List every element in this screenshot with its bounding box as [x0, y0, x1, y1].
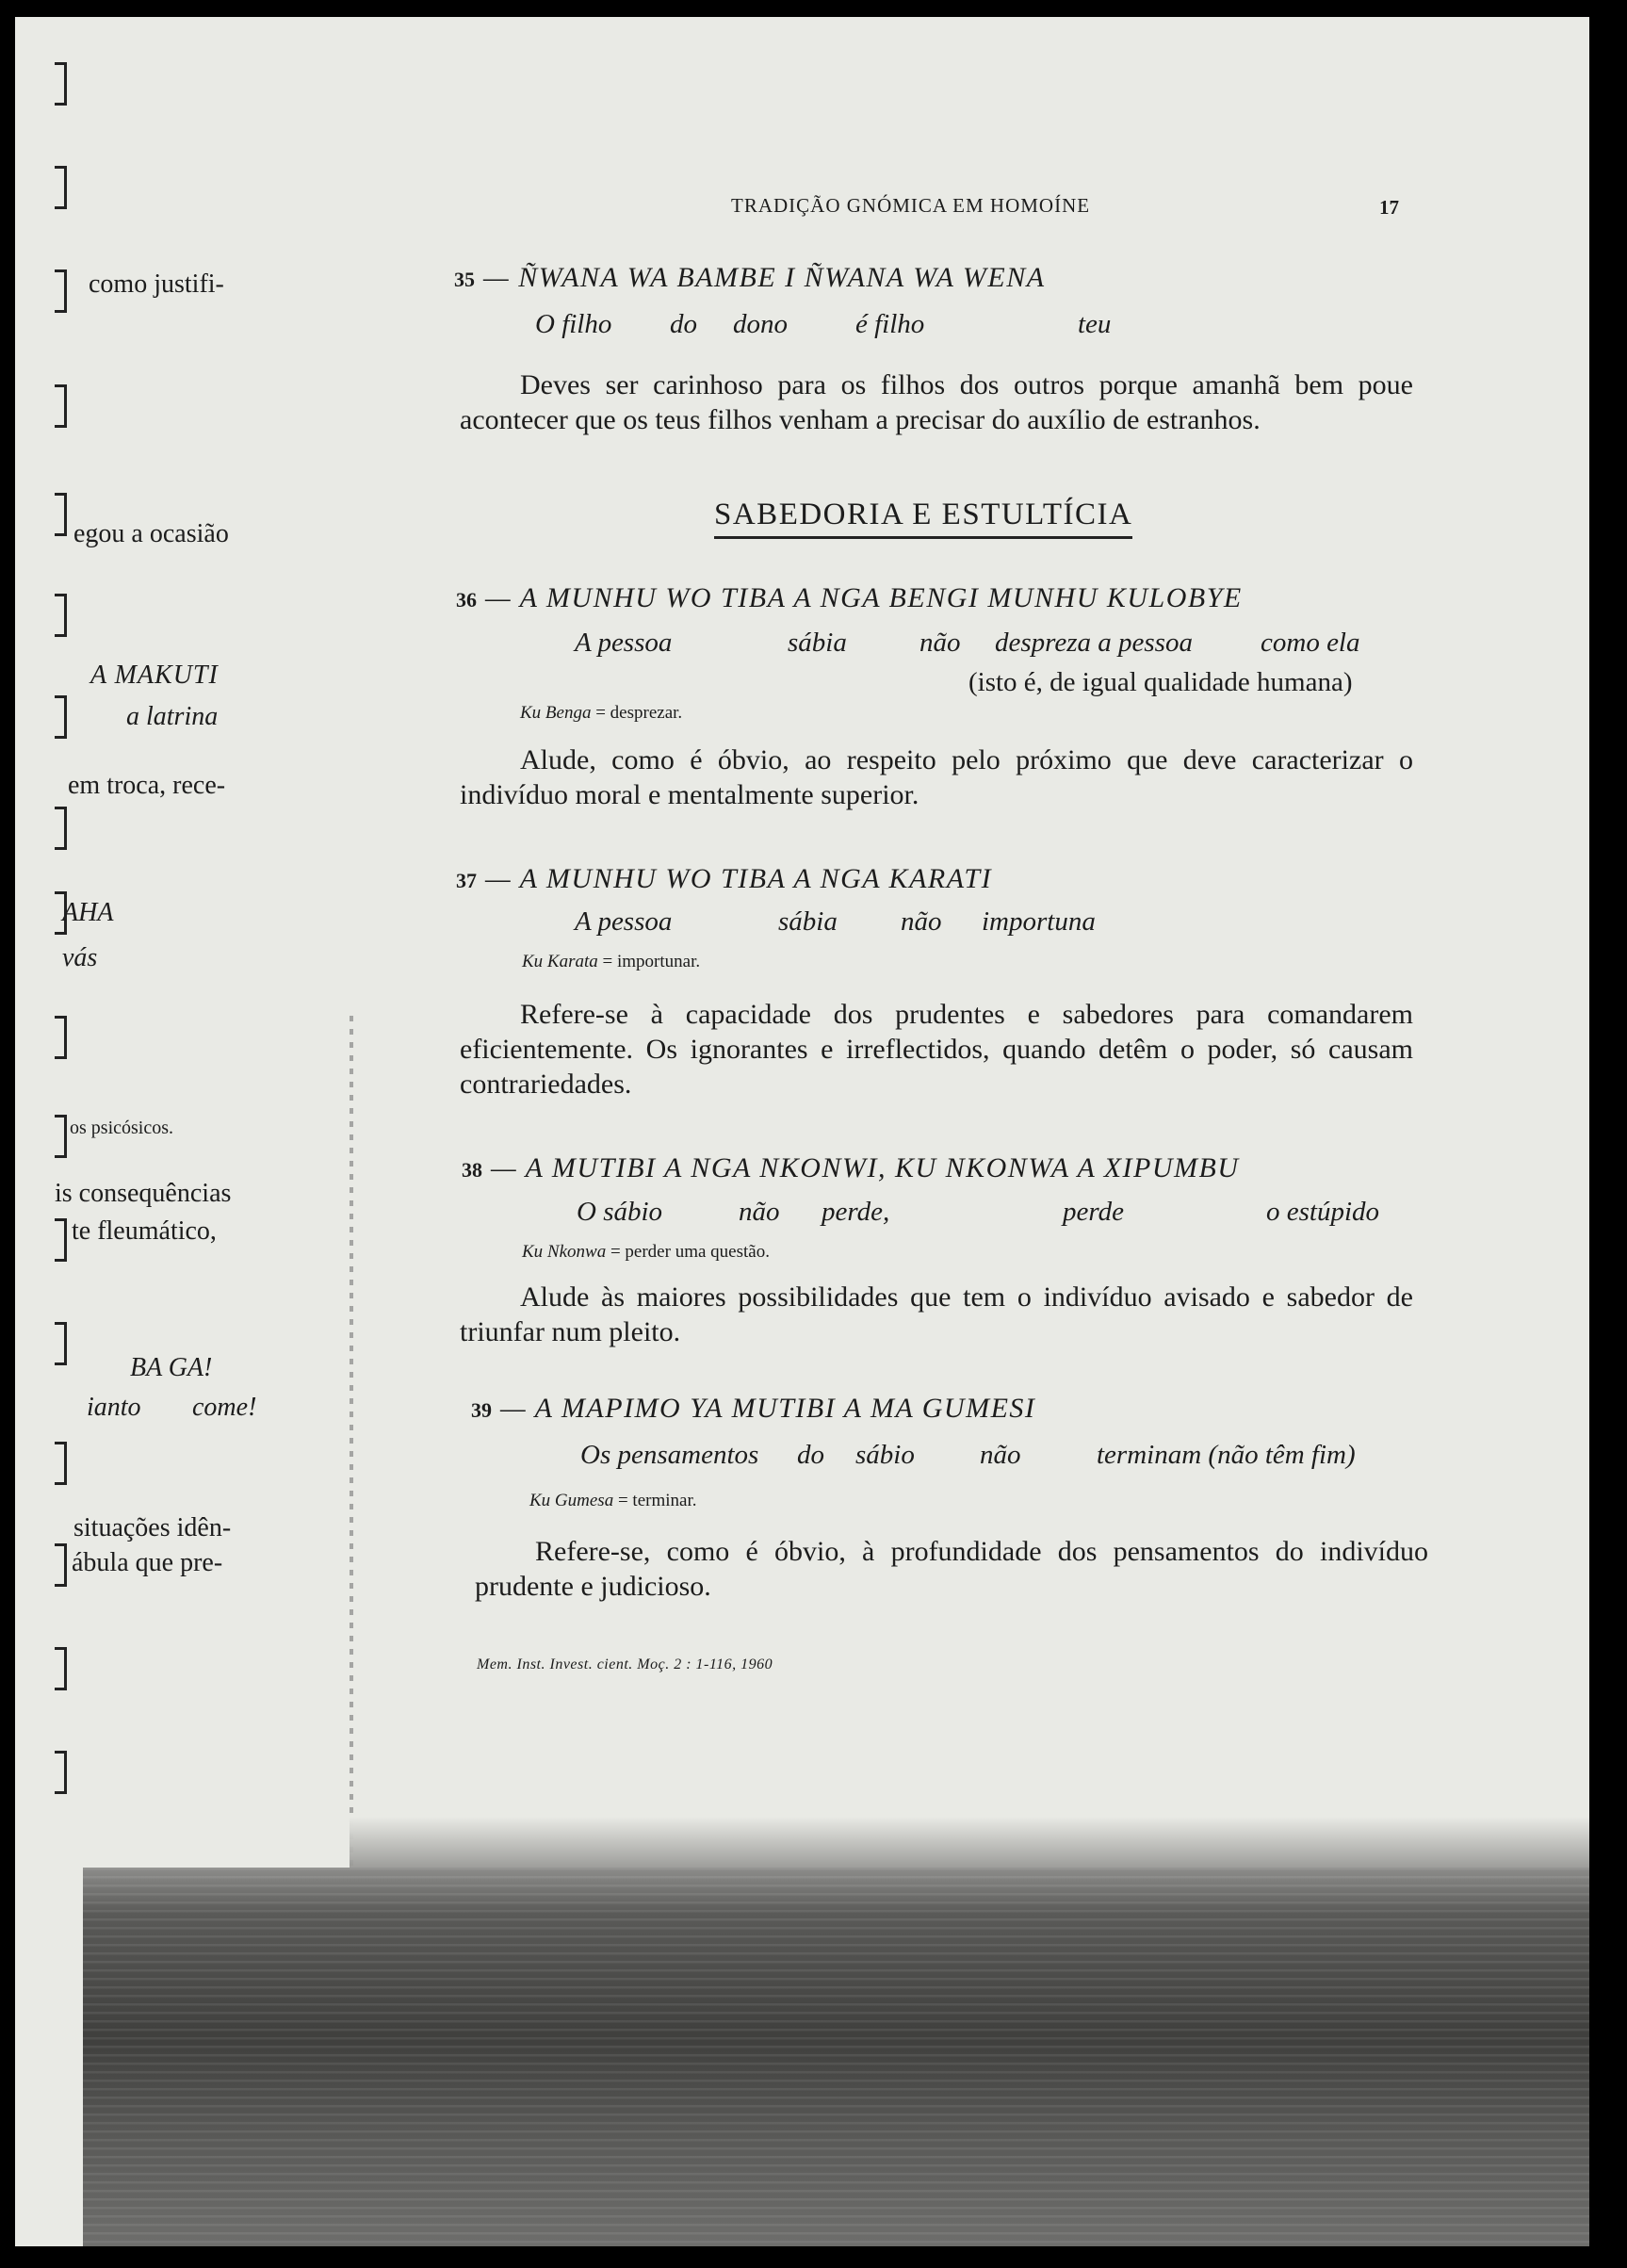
left-fragment: te fleumático,	[72, 1216, 217, 1246]
scanned-page	[15, 17, 1589, 2246]
binding-bracket	[55, 695, 67, 739]
explanation: Refere-se à capacidade dos prudentes e sabedores para comandarem eficientemente. Os ignorantes e irreflectidos, quando detêm o poder, só causam contrariedades.	[460, 999, 1413, 1100]
footer-citation: Mem. Inst. Invest. cient. Moç. 2 : 1-116, 1960	[477, 1656, 773, 1672]
binding-bracket	[55, 1647, 67, 1690]
note-term: Ku Benga	[520, 703, 592, 723]
gloss-word: não	[901, 906, 942, 937]
gloss-word: O filho	[535, 309, 612, 339]
gloss-word: como ela	[1261, 628, 1360, 658]
note-def: = terminar.	[617, 1491, 697, 1510]
left-fragment: a latrina	[126, 702, 219, 731]
binding-bracket	[55, 269, 67, 313]
scan-fold-line	[350, 1016, 353, 1873]
page-number: 17	[1379, 196, 1399, 219]
running-title: TRADIÇÃO GNÓMICA EM HOMOÍNE	[731, 194, 1091, 217]
left-fragment: situações idên-	[73, 1513, 232, 1542]
left-fragment: is consequências	[55, 1179, 232, 1208]
scan-noise-band	[83, 1868, 1589, 2246]
binding-bracket	[55, 166, 67, 209]
binding-bracket	[55, 1751, 67, 1794]
proverb-number: 36	[456, 588, 477, 612]
note-def: = perder uma questão.	[610, 1242, 770, 1262]
gloss-word: é filho	[855, 309, 925, 339]
vocab-note	[522, 952, 700, 972]
proverb-number: 38	[462, 1158, 482, 1182]
proverb-text: ÑWANA WA BAMBE I ÑWANA WA WENA	[518, 262, 1046, 293]
left-fragment: egou a ocasião	[73, 519, 229, 548]
left-fragment: come!	[192, 1393, 257, 1422]
gloss-word: o estúpido	[1266, 1197, 1380, 1227]
left-fragment: ábula que pre-	[72, 1548, 223, 1577]
left-fragment: os psicósicos.	[70, 1118, 173, 1138]
gloss-word: do	[797, 1440, 824, 1470]
vocab-note	[522, 1242, 770, 1263]
gloss-word: O sábio	[577, 1197, 663, 1227]
proverb-text: A MAPIMO YA MUTIBI A MA GUMESI	[534, 1393, 1036, 1424]
gloss-word: perde,	[822, 1197, 890, 1227]
proverb-39: 39 — A MAPIMO YA MUTIBI A MA GUMESI	[471, 1393, 1036, 1424]
binding-bracket	[55, 384, 67, 428]
left-fragment: em troca, rece-	[68, 771, 226, 800]
binding-bracket	[55, 1115, 67, 1158]
binding-bracket	[55, 1543, 67, 1587]
proverb-text: A MUNHU WO TIBA A NGA KARATI	[519, 863, 993, 894]
left-fragment: vás	[62, 943, 98, 972]
binding-bracket	[55, 62, 67, 106]
gloss-word: importuna	[982, 906, 1096, 937]
gloss-word: A pessoa	[575, 628, 673, 658]
note-term: Ku Karata	[522, 952, 598, 971]
binding-bracket	[55, 594, 67, 637]
explanation: Deves ser carinhoso para os filhos dos outros porque amanhã bem poue acontecer que os teus filhos venham a precisar do auxílio de estranhos.	[460, 369, 1413, 435]
left-fragment: ianto	[87, 1393, 141, 1422]
proverb-text: A MUTIBI A NGA NKONWI, KU NKONWA A XIPUMBU	[525, 1152, 1240, 1183]
note-term: Ku Nkonwa	[522, 1242, 607, 1262]
gloss-word: A pessoa	[575, 906, 673, 937]
binding-bracket	[55, 807, 67, 850]
proverb-38: 38 — A MUTIBI A NGA NKONWI, KU NKONWA A XIPUMBU	[462, 1152, 1240, 1183]
proverb-36: 36 — A MUNHU WO TIBA A NGA BENGI MUNHU KULOBYE	[456, 582, 1243, 613]
left-fragment: BA GA!	[130, 1353, 213, 1382]
note-term: Ku Gumesa	[529, 1491, 614, 1510]
vocab-note	[529, 1491, 696, 1511]
note-def: = importunar.	[602, 952, 701, 971]
gloss-word: não	[919, 628, 961, 658]
gloss-word: despreza a pessoa	[995, 628, 1193, 658]
left-fragment: AHA	[62, 898, 114, 927]
section-title: SABEDORIA E ESTULTÍCIA	[714, 498, 1132, 539]
gloss-word: Os pensamentos	[580, 1440, 759, 1470]
proverb-text: A MUNHU WO TIBA A NGA BENGI MUNHU KULOBYE	[519, 582, 1243, 613]
gloss-word: sábio	[855, 1440, 915, 1470]
gloss-word: do	[670, 309, 697, 339]
binding-bracket	[55, 493, 67, 536]
gloss-word: sábia	[778, 906, 838, 937]
binding-bracket	[55, 1016, 67, 1059]
left-fragment: como justifi-	[89, 269, 224, 299]
note-def: = desprezar.	[595, 703, 683, 723]
proverb-37: 37 — A MUNHU WO TIBA A NGA KARATI	[456, 863, 993, 894]
scan-shadow	[350, 1817, 1589, 1873]
gloss-word: sábia	[788, 628, 847, 658]
gloss-word: não	[739, 1197, 780, 1227]
binding-bracket	[55, 1322, 67, 1365]
gloss-word: dono	[733, 309, 788, 339]
explanation: Refere-se, como é óbvio, à profundidade dos pensamentos do indivíduo prudente e judicioso.	[475, 1536, 1428, 1602]
binding-bracket	[55, 1218, 67, 1262]
explanation: Alude às maiores possibilidades que tem o indivíduo avisado e sabedor de triunfar num pleito.	[460, 1281, 1413, 1347]
proverb-number: 35	[454, 268, 475, 291]
binding-bracket	[55, 1442, 67, 1485]
vocab-note	[520, 703, 682, 724]
proverb-35: 35 — ÑWANA WA BAMBE I ÑWANA WA WENA	[454, 262, 1046, 293]
proverb-number: 39	[471, 1398, 492, 1422]
proverb-number: 37	[456, 869, 477, 892]
gloss-extra: (isto é, de igual qualidade humana)	[968, 667, 1353, 697]
explanation: Alude, como é óbvio, ao respeito pelo próximo que deve caracterizar o indivíduo moral e mentalmente superior.	[460, 744, 1413, 810]
gloss-word: perde	[1063, 1197, 1124, 1227]
gloss-word: não	[980, 1440, 1021, 1470]
gloss-word: teu	[1078, 309, 1112, 339]
gloss-word: terminam (não têm fim)	[1097, 1440, 1356, 1470]
left-fragment: A MAKUTI	[90, 661, 219, 690]
